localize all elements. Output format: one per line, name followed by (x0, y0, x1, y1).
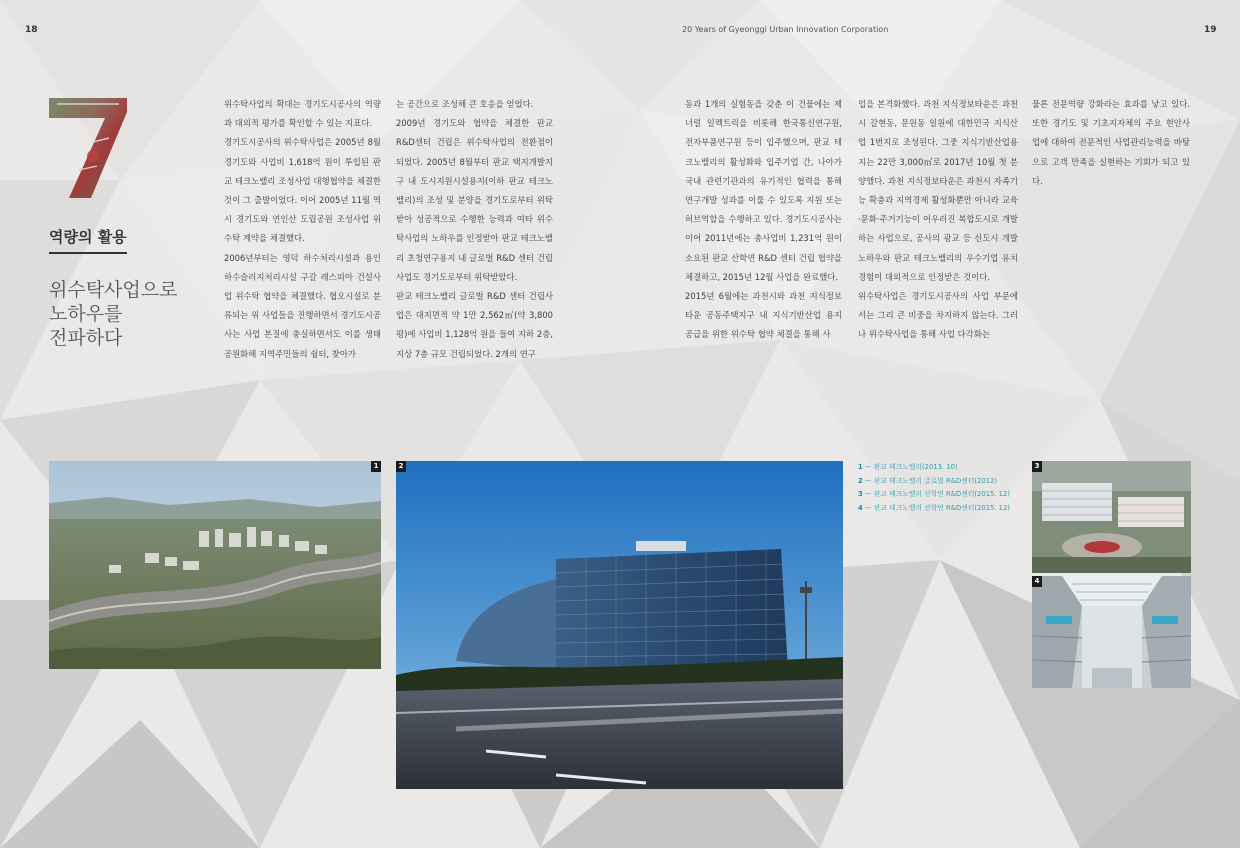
caption-item (858, 475, 1010, 489)
paragraph: 는 공간으로 조성해 큰 호응을 얻었다. (396, 99, 534, 109)
caption-item (858, 488, 1010, 502)
text-column-4 (858, 95, 1018, 345)
headline-line: 위수탁사업으로 (49, 279, 178, 301)
paragraph: 물론 전문역량 강화라는 효과를 낳고 있다. 또한 경기도 및 기초지자체의 주요 현안사업에 대하여 전문적인 사업관리능력을 바탕으로 고객 만족을 실현하는 기회가 되고 있다. (1032, 99, 1190, 186)
paragraph: 업을 본격화했다. 과천 지식정보타운은 과천시 갈현동, 문원동 일원에 대한민국 지식산업 1번지로 조성된다. 그중 지식기반산업용지는 22만 3,000㎡로 2017년 10월 첫 분양했다. 과천 지식정보타운은 과천시 자족기능 확충과 지역경제 활성화뿐만 아니라 교육·문화·주거기능이 어우러진 복합도시로 개발하는 사업으로, 공사의 광교 등 신도시 개발 노하우와 판교 테크노밸리의 우수기업 유치 경험이 대외적으로 인정받은 것이다. (858, 99, 1018, 282)
section-label: 역량의 활용 (49, 226, 127, 254)
caption-text: — 판교 테크노밸리 산학연 R&D센터(2015. 12) (864, 490, 1010, 498)
atrium-photo-image (1032, 576, 1191, 688)
caption-number: 1 (858, 463, 863, 471)
text-column-2 (396, 95, 553, 364)
paragraph: 2009년 경기도와 협약을 체결한 판교 R&D센터 건립은 위수탁사업의 전환점이 되었다. 2005년 8월부터 판교 택지개발지구 내 도시지원시설용지(이하 판교 테크노밸리)의 조성 및 분양을 경기도로부터 위탁받아 성공적으로 수행한 능력과 여타 위수탁사업의 노하우를 인정받아 판교 테크노밸리 초청연구용지 내 글로벌 R&D 센터 건립사업도 경기도로부터 위탁받았다. (396, 118, 553, 282)
page-number-left: 18 (25, 25, 38, 35)
photo-captions (858, 461, 1010, 515)
campus-photo-image (1032, 461, 1191, 573)
paragraph: 2015년 6월에는 과천시와 과천 지식정보타운 공동주택지구 내 지식기반산업 용지 공급을 위한 위수탁 협약 체결을 통해 사 (685, 291, 842, 340)
caption-number: 3 (858, 490, 863, 498)
caption-text: — 판교 테크노밸리(2013. 10) (864, 463, 958, 471)
photo-aerial-techno-valley (49, 461, 381, 669)
text-column-1 (224, 95, 381, 364)
caption-number: 4 (858, 503, 863, 512)
text-column-5 (1032, 95, 1190, 191)
caption-item (858, 461, 1010, 475)
text-column-3 (685, 95, 842, 345)
photo-glass-building (396, 461, 843, 789)
caption-text: — 판교 테크노밸리 글로벌 R&D센터(2012) (864, 476, 997, 485)
headline-line: 노하우를 (49, 303, 123, 325)
paragraph: 위수탁사업의 확대는 경기도시공사의 역량과 대외적 평가를 확인할 수 있는 지표다. (224, 99, 381, 129)
photo-atrium-interior (1032, 576, 1191, 688)
paragraph: 2006년부터는 영덕 하수처리시설과 용인하수슬러지처리시설 구갈 레스피아 건설사업 위수탁 협약을 체결했다. 협오시설로 분류되는 위 사업들을 진행하면서 경기도시공사는 사업 본질에 충실하면서도 이를 생태공원화해 지역주민들의 쉼터, 찾아가 (224, 252, 381, 359)
paragraph: 동과 1개의 실험동을 갖춘 이 건물에는 제너럴 일렉트릭을 비롯해 한국통신연구원, 전자부품연구원 등이 입주했으며, 판교 테크노밸리의 활성화와 입주기업 간, 나아가 국내 관련기관과의 유기적인 협력을 통해 연구개발 성과를 이룰 수 있도록 지원 또는 허브역할을 수행하고 있다. 경기도시공사는 이어 2011년에는 총사업비 1,231억 원이 소요된 판교 산학연 R&D 센터 건립 협약을 체결하고, 2015년 12월 사업을 완료했다. (685, 99, 842, 282)
caption-item (858, 502, 1010, 516)
photo-campus-plaza (1032, 461, 1191, 573)
paragraph: 경기도시공사의 위수탁사업은 2005년 8월 경기도와 사업비 1,618억 원이 투입된 판교 테크노밸리 조성사업 대행협약을 체결한 것이 그 출발이었다. 이어 2005년 11월 역시 경기도와 연인산 도립공원 조성사업 위수탁 계약을 체결했다. (224, 137, 381, 244)
building-photo-image (396, 461, 843, 789)
caption-text: — 판교 테크노밸리 산학연 R&D센터(2015. 12) (864, 503, 1010, 512)
photo-number: 3 (1032, 461, 1042, 472)
headline-line: 전파하다 (49, 327, 123, 349)
running-title: 20 Years of Gyeonggi Urban Innovation Corporation (682, 25, 889, 34)
photo-number: 4 (1032, 576, 1042, 587)
paragraph: 판교 테크노밸리 글로벌 R&D 센터 건립사업은 대지면적 약 1만 2,562㎡(약 3,800평)에 사업비 1,128억 원을 들여 지하 2층, 지상 7층 규모 건립되었다. 2개의 연구 (396, 291, 553, 359)
photo-number: 1 (371, 461, 381, 472)
paragraph: 위수탁사업은 경기도시공사의 사업 부문에서는 그리 큰 비중을 차지하지 않는다. 그러나 위수탁사업을 통해 사업 다각화는 (858, 291, 1018, 340)
page-number-right: 19 (1204, 25, 1217, 35)
aerial-photo-image (49, 461, 381, 669)
headline (49, 278, 199, 350)
section-number-graphic (49, 98, 129, 198)
photo-number: 2 (396, 461, 406, 472)
caption-number: 2 (858, 476, 863, 485)
